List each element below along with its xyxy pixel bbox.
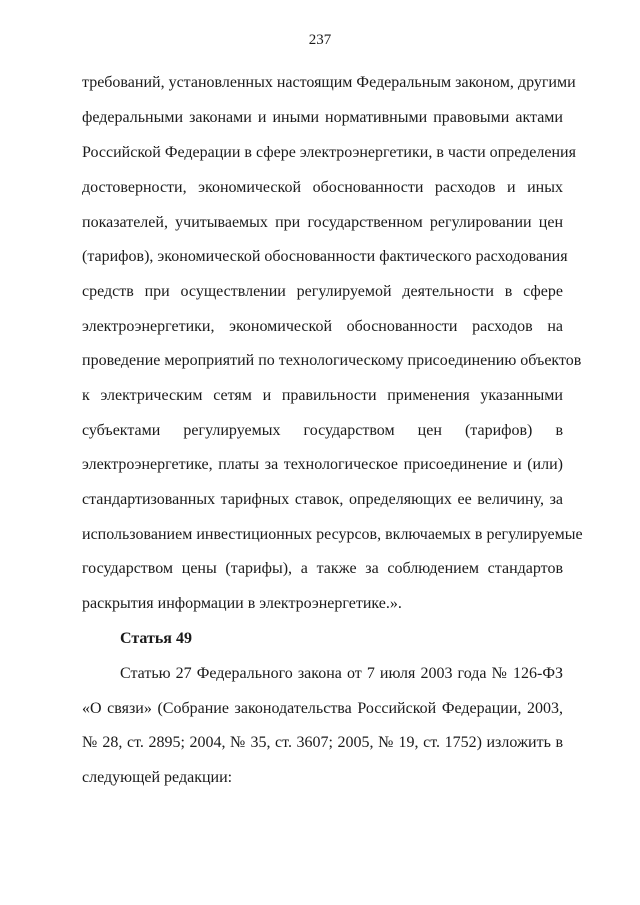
text-line: достоверности, экономической обоснованности расходов и иных [82,179,563,196]
text-line: «О связи» (Собрание законодательства Российской Федерации, 2003, [82,700,563,717]
text-line: (тарифов), экономической обоснованности фактического расходования [82,248,568,265]
text-line: к электрическим сетям и правильности применения указанными [82,387,563,404]
text-line: проведение мероприятий по технологическому присоединению объектов [82,352,582,369]
text-line: Российской Федерации в сфере электроэнергетики, в части определения [82,144,576,161]
article-heading: Статья 49 [120,630,192,647]
text-line: следующей редакции: [82,769,233,786]
text-line: федеральными законами и иными нормативными правовыми актами [82,109,563,126]
text-line: государством цены (тарифы), а также за соблюдением стандартов [82,560,563,577]
text-line: раскрытия информации в электроэнергетике.». [82,595,402,612]
text-line: Статью 27 Федерального закона от 7 июля 2003 года № 126-ФЗ [120,665,563,682]
text-line: средств при осуществлении регулируемой деятельности в сфере [82,283,563,300]
page-number: 237 [308,32,332,48]
text-line: № 28, ст. 2895; 2004, № 35, ст. 3607; 2005, № 19, ст. 1752) изложить в [82,734,563,751]
text-line: стандартизованных тарифных ставок, определяющих ее величину, за [82,491,563,508]
text-line: электроэнергетики, экономической обоснованности расходов на [82,318,563,335]
text-line: показателей, учитываемых при государственном регулировании цен [82,214,563,231]
text-line: требований, установленных настоящим Федеральным законом, другими [82,74,576,91]
text-line: использованием инвестиционных ресурсов, включаемых в регулируемые [82,526,583,543]
text-line: субъектами регулируемых государством цен (тарифов) в [82,422,563,439]
text-line: электроэнергетике, платы за технологическое присоединение и (или) [82,456,563,473]
